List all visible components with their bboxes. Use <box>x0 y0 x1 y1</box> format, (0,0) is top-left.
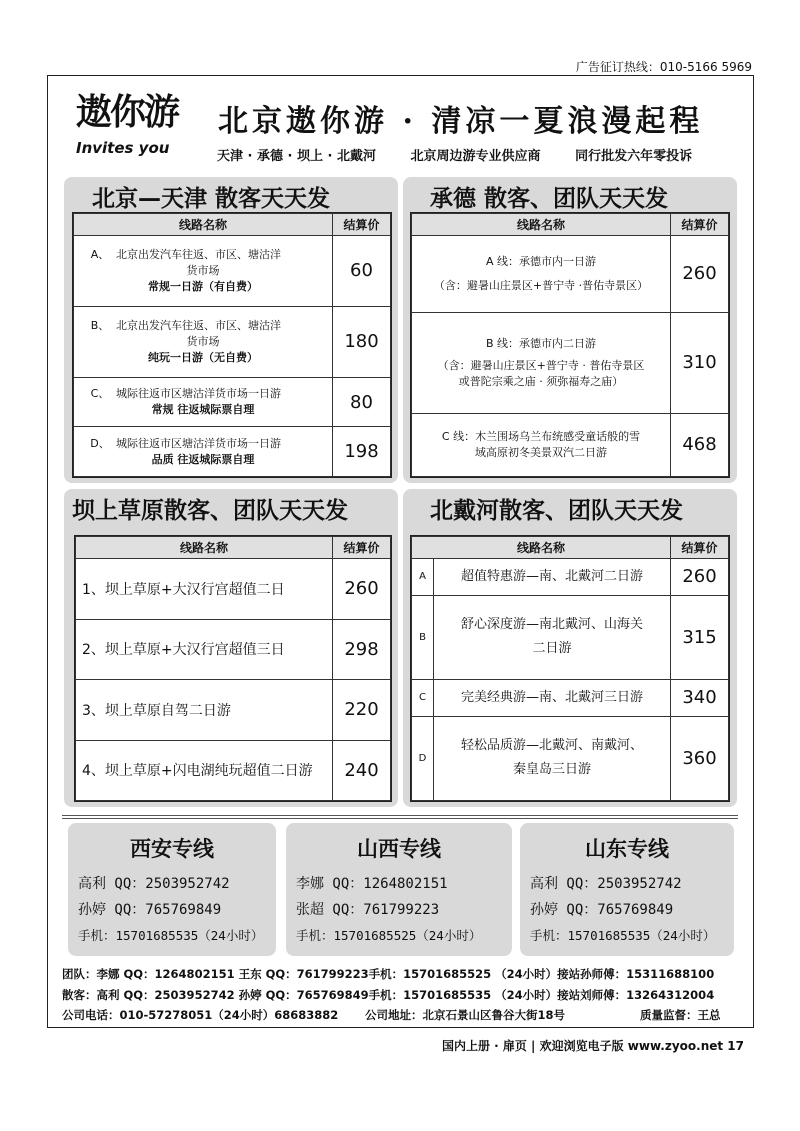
col-price: 结算价 <box>671 537 729 559</box>
route-text: （含：避暑山庄景区+普宁寺 ·普佑寺景区） <box>433 278 649 292</box>
row-index: D、 <box>90 436 110 450</box>
route-text: 货市场 <box>186 264 220 277</box>
route-text: 1、坝上草原+大汉行宫超值二日 <box>76 559 333 620</box>
footer-phone: 公司电话：010-57278051（24小时）68683882 <box>62 1008 339 1022</box>
route-text: 或普陀宗乘之庙 · 须弥福寿之庙） <box>458 374 624 388</box>
row-index: B、 <box>90 319 110 333</box>
bashang-title: 坝上草原散客、团队天天发 <box>72 498 348 524</box>
route-text: 城际往返市区塘沽洋货市场一日游 <box>116 387 281 401</box>
contact-line: 高利 QQ：2503952742 <box>78 876 230 892</box>
contact-line: 孙婷 QQ：765769849 <box>78 902 222 918</box>
col-route: 线路名称 <box>74 214 333 236</box>
price: 360 <box>671 716 729 800</box>
route-text: 超值特惠游—南、北戴河二日游 <box>460 568 643 584</box>
sub-supplier: 北京周边游专业供应商 <box>410 149 541 164</box>
route-text: 轻松品质游—北戴河、南戴河、 <box>460 737 643 753</box>
route-text: C 线：木兰围场乌兰布统感受童话般的雪 <box>441 429 641 443</box>
route-text: 北京出发汽车往返、市区、塘沽洋 <box>116 319 281 333</box>
route-text: 3、坝上草原自驾二日游 <box>76 680 333 741</box>
sub-destinations: 天津 · 承德 · 坝上 · 北戴河 <box>217 149 376 164</box>
route-text: （含：避暑山庄景区+普宁寺 · 普佑寺景区 <box>437 358 645 372</box>
divider <box>62 818 738 819</box>
footer-individual: 散客：高利 QQ：2503952742 孙婷 QQ：765769849手机：15701685535 （24小时）接站刘师傅：13264312004 <box>62 988 715 1002</box>
price: 298 <box>333 619 391 680</box>
col-route: 线路名称 <box>76 537 333 559</box>
logo-cn: 遨你游 <box>76 91 179 133</box>
table-row <box>412 679 729 716</box>
price: 220 <box>333 680 391 741</box>
route-text: 完美经典游—南、北戴河三日游 <box>460 689 643 705</box>
price: 240 <box>333 740 391 801</box>
page-footer: 国内上册 · 扉页 | 欢迎浏览电子版 www.zyoo.net 17 <box>441 1039 744 1053</box>
table-row <box>74 427 391 477</box>
chengde-title: 承德 散客、团队天天发 <box>430 186 669 212</box>
route-text: 常规一日游（有自费） <box>148 279 258 293</box>
route-text: 常规 往返城际票自理 <box>151 403 255 417</box>
price: 260 <box>333 559 391 620</box>
line-title: 西安专线 <box>130 837 214 861</box>
footer-supervisor: 质量监督：王总 <box>640 1008 721 1022</box>
table-row <box>76 559 391 620</box>
row-index: C <box>412 679 434 716</box>
row-index: A <box>412 559 434 596</box>
table-row <box>412 559 729 596</box>
row-index: B <box>412 595 434 679</box>
table-row <box>76 740 391 801</box>
row-index: C、 <box>90 387 110 401</box>
table-row <box>412 236 729 313</box>
beidaihe-title: 北戴河散客、团队天天发 <box>430 498 683 524</box>
route-text: B 线：承德市内二日游 <box>485 336 597 350</box>
price: 180 <box>333 306 391 377</box>
table-row <box>412 312 729 413</box>
contact-line: 手机：15701685525（24小时） <box>296 928 482 943</box>
price: 60 <box>333 236 391 307</box>
line-title: 山东专线 <box>585 837 669 861</box>
col-price: 结算价 <box>671 214 729 236</box>
price: 80 <box>333 377 391 427</box>
table-row <box>74 236 391 307</box>
price: 468 <box>671 413 729 476</box>
price: 260 <box>671 559 729 596</box>
price: 198 <box>333 427 391 477</box>
route-text: 域高原初冬美景双汽二日游 <box>475 445 607 459</box>
route-text: 4、坝上草原+闪电湖纯玩超值二日游 <box>76 740 333 801</box>
table-row <box>76 680 391 741</box>
tianjin-table <box>72 212 392 478</box>
route-text: A 线：承德市内一日游 <box>485 255 597 269</box>
table-row <box>412 716 729 800</box>
route-text: 品质 往返城际票自理 <box>151 452 255 466</box>
price: 315 <box>671 595 729 679</box>
table-row <box>412 595 729 679</box>
table-row <box>74 377 391 427</box>
divider <box>62 815 738 816</box>
tianjin-title: 北京—天津 散客天天发 <box>92 186 331 212</box>
row-index: D <box>412 716 434 800</box>
beidaihe-table <box>410 535 730 802</box>
contact-line: 手机：15701685535（24小时） <box>78 928 264 943</box>
headline: 北京遨你游 · 清凉一夏浪漫起程 <box>218 104 704 139</box>
col-route: 线路名称 <box>412 214 671 236</box>
col-price: 结算价 <box>333 214 391 236</box>
route-text: 2、坝上草原+大汉行宫超值三日 <box>76 619 333 680</box>
logo <box>76 84 196 157</box>
route-text: 城际往返市区塘沽洋货市场一日游 <box>116 436 281 450</box>
route-text: 二日游 <box>532 641 572 657</box>
row-index: A、 <box>90 248 110 262</box>
price: 340 <box>671 679 729 716</box>
route-text: 舒心深度游—南北戴河、山海关 <box>460 616 643 632</box>
contact-line: 李娜 QQ：1264802151 <box>296 876 448 892</box>
subline <box>217 145 722 164</box>
line-title: 山西专线 <box>357 837 441 861</box>
sub-slogan: 同行批发六年零投诉 <box>575 149 693 164</box>
bashang-table <box>74 535 392 802</box>
route-text: 货市场 <box>186 334 220 348</box>
route-text: 北京出发汽车往返、市区、塘沽洋 <box>116 248 281 262</box>
footer-team: 团队：李娜 QQ：1264802151 王东 QQ：761799223手机：15701685525 （24小时）接站孙师傅：15311688100 <box>62 967 715 981</box>
table-row <box>74 306 391 377</box>
line-box-xian <box>68 823 276 956</box>
price: 310 <box>671 312 729 413</box>
chengde-table <box>410 212 730 478</box>
col-price: 结算价 <box>333 537 391 559</box>
contact-line: 手机：15701685535（24小时） <box>530 928 716 943</box>
ad-hotline: 广告征订热线：010-5166 5969 <box>575 60 752 74</box>
line-box-shandong <box>520 823 734 956</box>
table-row <box>412 413 729 476</box>
contact-line: 高利 QQ：2503952742 <box>530 876 682 892</box>
footer-address: 公司地址：北京石景山区鲁谷大街18号 <box>365 1008 566 1022</box>
route-text: 秦皇岛三日游 <box>512 762 591 778</box>
col-route: 线路名称 <box>412 537 671 559</box>
price: 260 <box>671 236 729 313</box>
line-box-shanxi <box>286 823 512 956</box>
contact-line: 张超 QQ：761799223 <box>296 902 440 918</box>
contact-line: 孙婷 QQ：765769849 <box>530 902 674 918</box>
table-row <box>76 619 391 680</box>
route-text: 纯玩一日游（无自费） <box>148 350 258 364</box>
logo-en: Invites you <box>76 139 170 157</box>
